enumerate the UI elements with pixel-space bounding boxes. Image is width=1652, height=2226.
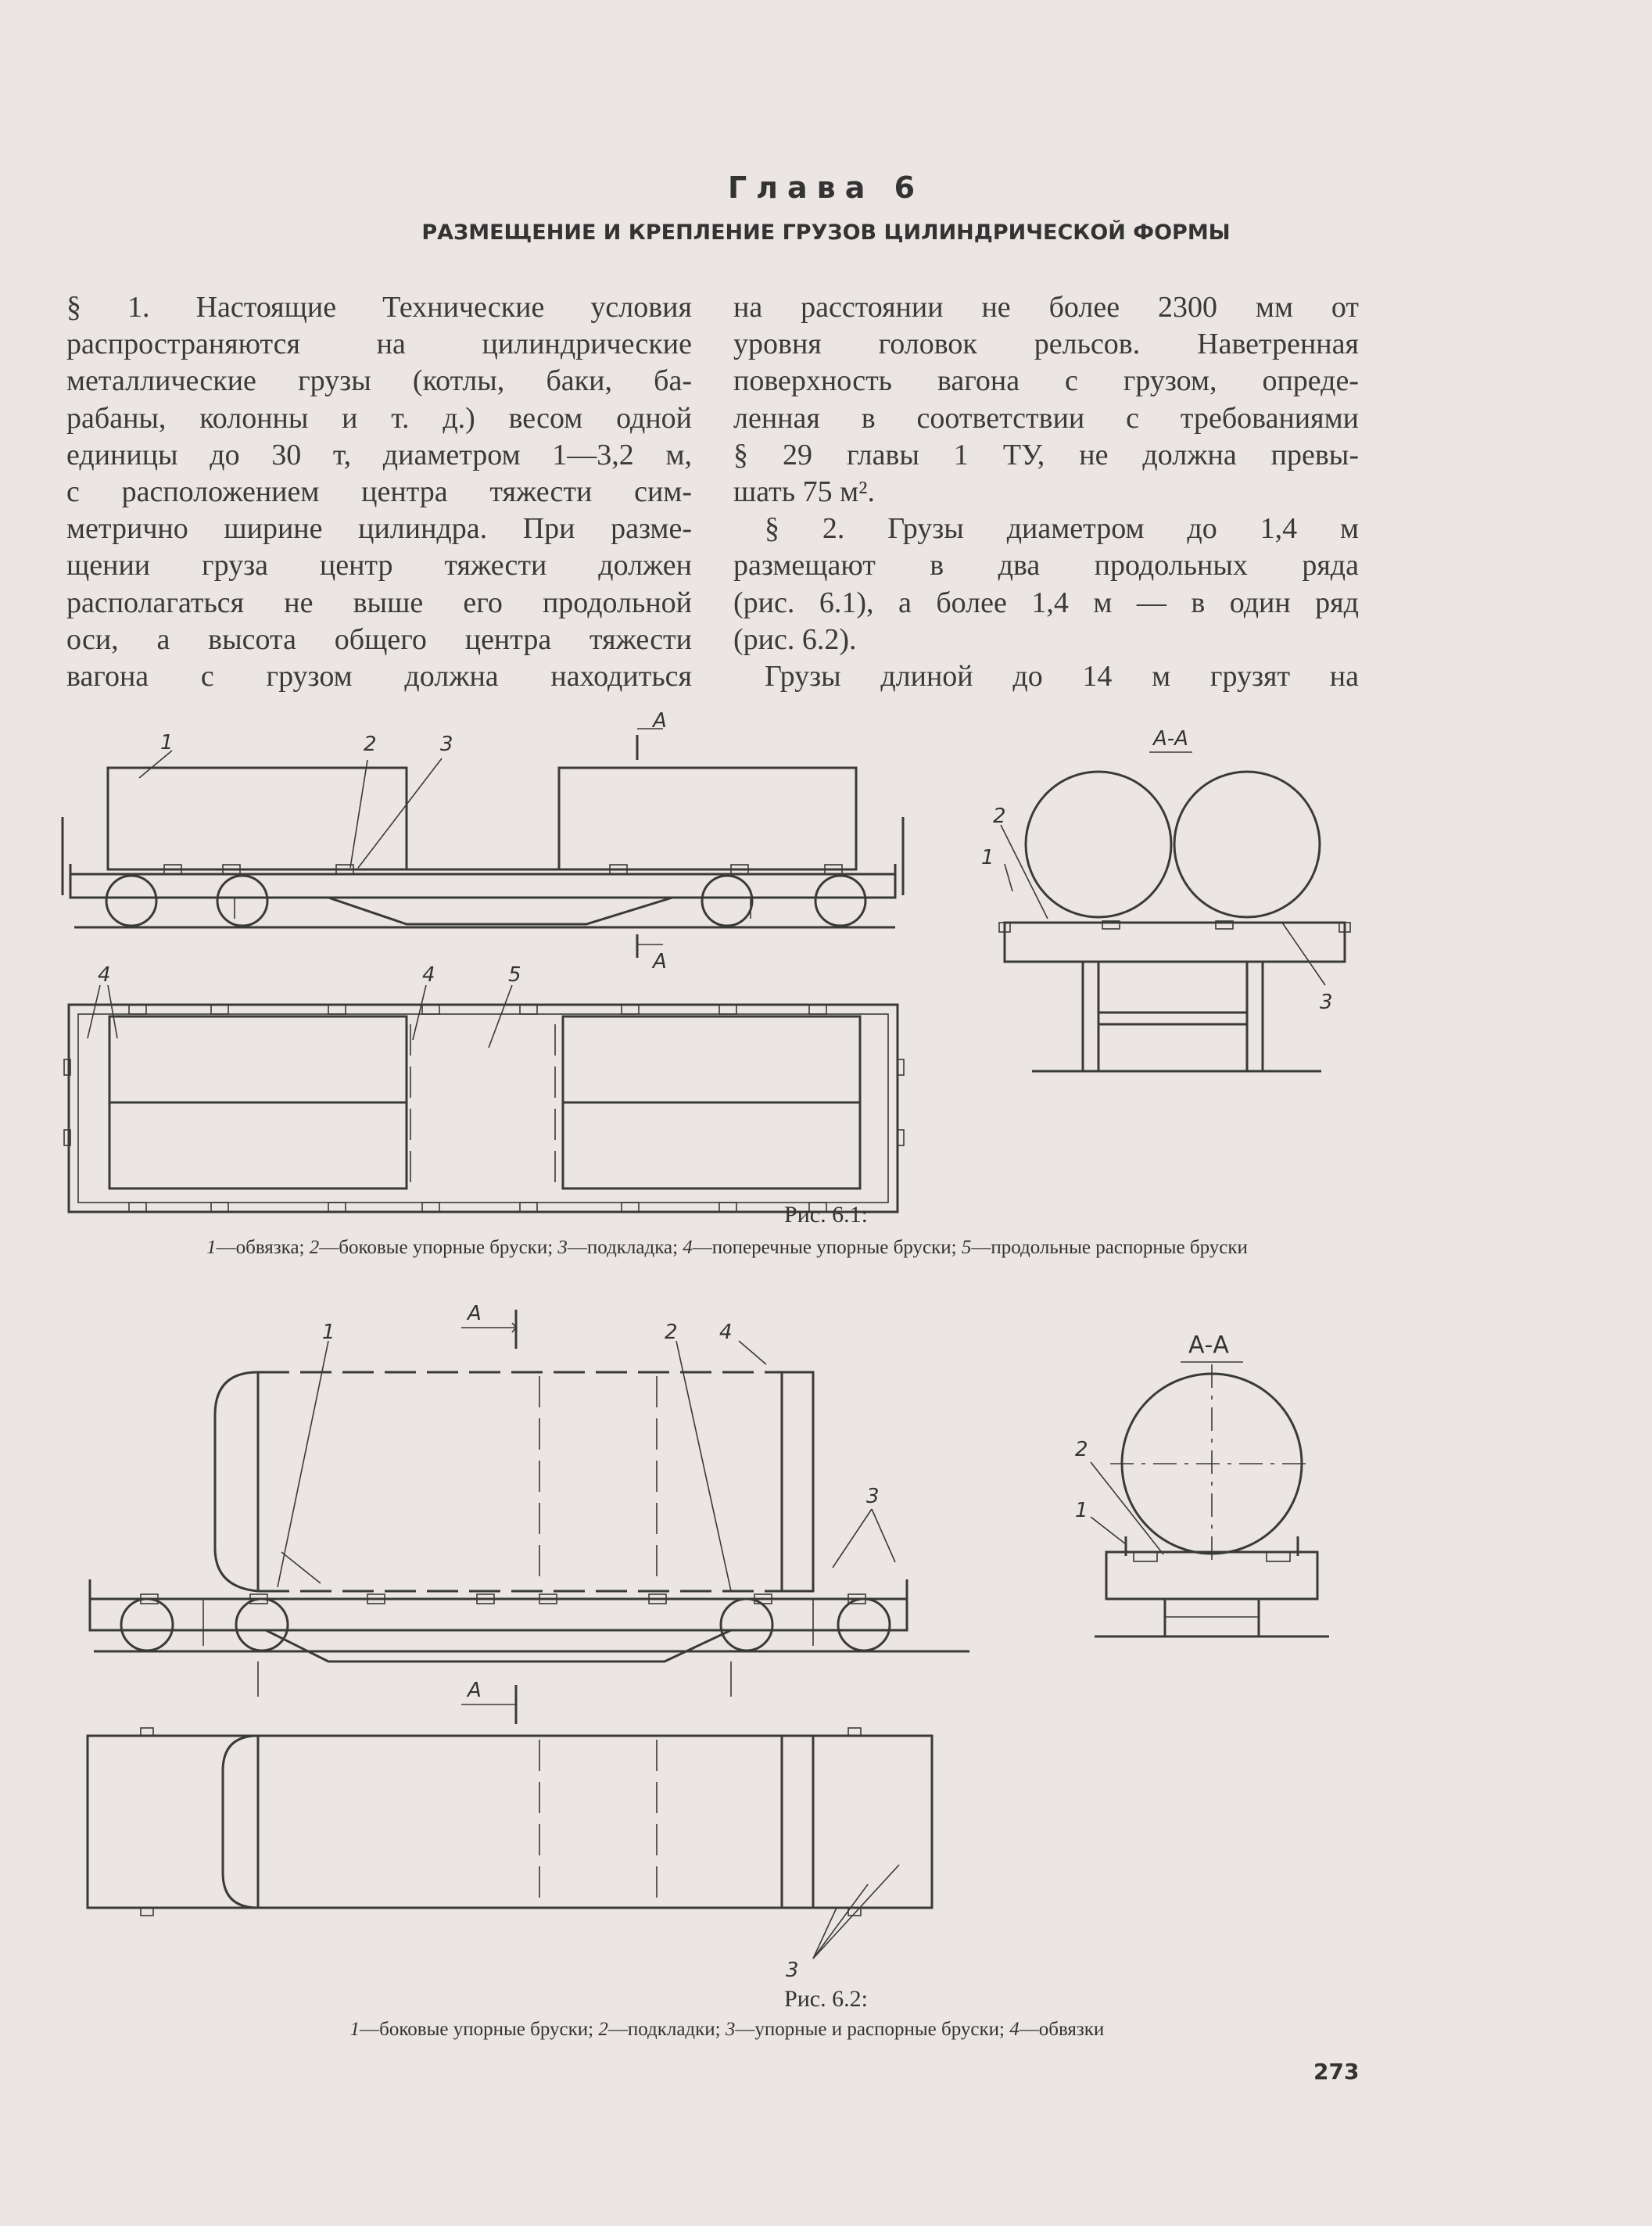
caption-num: 1 [349,2019,360,2040]
text-line: (рис. 6.1), а более 1,4 м — в один ряд [733,586,1359,619]
section-heading: РАЗМЕЩЕНИЕ И КРЕПЛЕНИЕ ГРУЗОВ ЦИЛИНДРИЧЕСКОЙ ФОРМЫ [421,220,1231,245]
caption-item: —обвязки [1019,2019,1105,2040]
fig2-top-view [88,1728,932,1978]
fig2-section-view [1075,1332,1329,1636]
caption-item: —боковые упорные бруски; [360,2019,599,2040]
figure-6-2-drawing [0,1290,1652,1978]
figure-2-caption [94,2017,1360,2041]
caption-item: —поперечные упорные бруски; [692,1237,962,1258]
figure-6-1-drawing [0,704,1652,1235]
caption-num: 4 [683,1237,693,1258]
text-line: единицы до 30 т, диаметром 1—3,2 м, [66,438,692,471]
caption-num: 3 [557,1237,568,1258]
label-4: 4 [422,963,435,987]
caption-num: 4 [1009,2019,1020,2040]
text-line: на расстоянии не более 2300 мм от [733,291,1359,324]
label-4: 4 [719,1321,733,1344]
label-1: 1 [322,1321,335,1344]
caption-num: 5 [961,1237,972,1258]
label-3: 3 [440,733,453,756]
text-line: с расположением центра тяжести сим- [66,475,692,509]
caption-item: —подкладки; [607,2019,726,2040]
label-3: 3 [1320,991,1333,1014]
label-2: 2 [1075,1438,1088,1461]
text-line: уровня головок рельсов. Наветренная [733,328,1359,361]
label-1: 1 [160,731,174,755]
label-1: 1 [981,846,994,869]
section-label: А-А [1188,1332,1229,1359]
cut-mark-label: А [468,1302,482,1325]
label-2: 2 [364,733,377,756]
label-1: 1 [1075,1499,1088,1522]
right-text-column [733,289,1359,695]
text-line: Грузы длиной до 14 м грузят на [765,660,1359,694]
left-text-column [66,289,692,695]
caption-item: —обвязка; [216,1237,310,1258]
text-line: вагона с грузом должна находиться [66,660,692,694]
text-line: поверхность вагона с грузом, опреде- [733,364,1359,398]
fig1-section-view [981,727,1350,1071]
text-line: шать 75 м². [733,475,876,509]
page-number: 273 [1313,2059,1360,2084]
caption-num: 2 [309,1237,320,1258]
label-2: 2 [993,805,1006,828]
text-line: размещают в два продольных ряда [733,549,1359,582]
caption-num: 1 [206,1237,217,1258]
fig1-top-view [64,963,904,1212]
caption-num: 3 [725,2019,736,2040]
fig2-side-view [90,1302,969,1724]
caption-item: —продольные распорные бруски [971,1237,1248,1258]
cut-mark-label: А [653,950,667,973]
label-3: 3 [786,1959,799,1978]
text-line: металлические грузы (котлы, баки, ба- [66,364,692,398]
fig1-side-view [63,709,903,973]
text-line: оси, а высота общего центра тяжести [66,622,692,656]
text-line: (рис. 6.2). [733,622,857,656]
caption-item: —подкладка; [567,1237,683,1258]
text-line: распространяются на цилиндрические [66,328,692,361]
label-2: 2 [665,1321,678,1344]
caption-num: 2 [598,2019,608,2040]
text-line: рабаны, колонны и т. д.) весом одной [66,401,692,435]
figure-2-caption-title: Рис. 6.2: [784,1986,868,2012]
text-line: располагаться не выше его продольной [66,586,692,619]
label-5: 5 [508,963,521,987]
cut-mark-label: А [468,1679,482,1702]
cut-mark-label: А [653,709,667,733]
text-line: ленная в соответствии с требованиями [733,401,1359,435]
text-line: § 2. Грузы диаметром до 1,4 м [765,512,1359,546]
label-4: 4 [98,963,111,987]
figure-1-caption-title: Рис. 6.1: [784,1202,868,1228]
section-label: А-А [1153,727,1188,751]
caption-item: —боковые упорные бруски; [319,1237,558,1258]
label-3: 3 [866,1485,880,1508]
text-line: метрично ширине цилиндра. При разме- [66,512,692,546]
text-line: § 29 главы 1 ТУ, не должна превы- [733,438,1359,471]
text-line: щении груза центр тяжести должен [66,549,692,582]
figure-1-caption [94,1235,1360,1260]
text-line: § 1. Настоящие Технические условия [66,291,692,324]
caption-item: —упорные и распорные бруски; [735,2019,1010,2040]
chapter-title: Глава 6 [727,170,925,205]
